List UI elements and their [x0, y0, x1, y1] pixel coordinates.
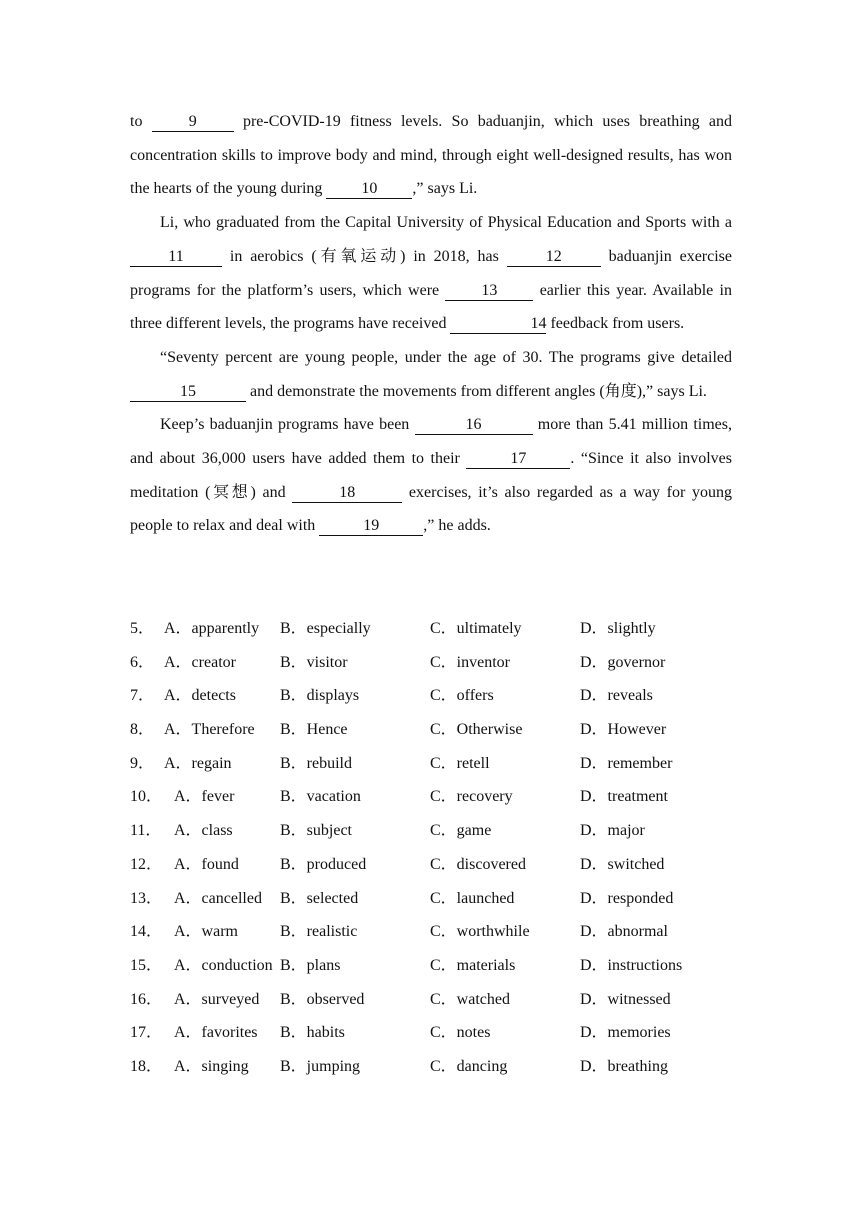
blank-13: 13 [445, 282, 533, 301]
option-c: C．inventor [430, 653, 510, 671]
question-number: 9． [130, 754, 155, 772]
option-c: C．worthwhile [430, 923, 530, 941]
option-d: D．governor [580, 653, 666, 671]
option-b: B．habits [280, 1024, 345, 1042]
option-d: D．remember [580, 754, 673, 772]
option-c: C．notes [430, 1024, 491, 1042]
question-number: 5． [130, 620, 155, 637]
option-d: D．abnormal [580, 923, 668, 941]
option-b: B．vacation [280, 788, 361, 806]
option-c: C．retell [430, 754, 490, 772]
option-a: A．creator [164, 653, 236, 671]
option-a: A．Therefore [164, 721, 255, 739]
question-row [130, 882, 750, 916]
option-d: D．treatment [580, 788, 668, 806]
option-d: D．memories [580, 1024, 671, 1042]
question-number: 7． [130, 687, 155, 705]
question-number: 18． [130, 1057, 163, 1075]
option-c: C．launched [430, 889, 515, 907]
question-row [130, 1016, 750, 1050]
option-a: A．warm [174, 923, 238, 941]
option-a: A．regain [164, 754, 232, 772]
option-a: A．singing [174, 1057, 249, 1075]
option-d: D．However [580, 721, 667, 739]
blank-10: 10 [326, 180, 412, 199]
option-b: B．subject [280, 822, 352, 840]
option-b: B．selected [280, 889, 359, 907]
option-c: C．materials [430, 956, 516, 974]
blank-16: 16 [415, 416, 533, 435]
question-row [130, 983, 750, 1017]
option-b: B．jumping [280, 1057, 361, 1075]
question-row [130, 646, 750, 680]
paragraph-1: to 9 pre-COVID-19 fitness levels. So baduanjin, which uses breathing and concentration skills to improve body and mind, through eight well-designed results, has won the hearts of the young during 10 ,” says Li. [130, 113, 732, 198]
question-number: 13． [130, 889, 163, 907]
question-row [130, 814, 750, 848]
blank-19: 19 [319, 517, 423, 536]
question-number: 15． [130, 956, 163, 974]
option-b: B．produced [280, 855, 367, 873]
paragraph-2: Li, who graduated from the Capital University of Physical Education and Sports with a 11 in aerobics (有氧运动) in 2018, has 12 baduanjin exercise programs for the platform’s users, which were 13 earlier this year. Available in three different levels, the programs have received 14 feedback from users. [130, 214, 733, 333]
question-row [130, 915, 750, 949]
option-b: B．especially [280, 620, 371, 637]
option-c: C．recovery [430, 788, 513, 806]
question-row [130, 780, 750, 814]
option-d: D．instructions [580, 956, 683, 974]
paragraph-4: Keep’s baduanjin programs have been 16 more than 5.41 million times, and about 36,000 users have added them to their 17 . “Since it also involves meditation (冥想) and 18 exercises, it’s also regarded as a way for young people to relax and deal with 19 ,” he adds. [130, 416, 733, 535]
option-c: C．ultimately [430, 620, 522, 637]
option-a: A．detects [164, 687, 236, 705]
blank-9: 9 [152, 113, 234, 132]
option-a: A．favorites [174, 1024, 258, 1042]
option-c: C．discovered [430, 855, 526, 873]
question-number: 14． [130, 923, 163, 941]
question-number: 6． [130, 653, 155, 671]
option-d: D．slightly [580, 620, 656, 637]
option-b: B．realistic [280, 923, 358, 941]
question-row [130, 1050, 750, 1084]
option-a: A．fever [174, 788, 235, 806]
option-c: C．Otherwise [430, 721, 523, 739]
option-b: B．visitor [280, 653, 348, 671]
answer-options [130, 612, 750, 1084]
question-number: 17． [130, 1024, 163, 1042]
question-row [130, 747, 750, 781]
blank-11: 11 [130, 248, 222, 267]
question-number: 11． [130, 822, 162, 840]
option-a: A．surveyed [174, 990, 260, 1008]
blank-18: 18 [292, 484, 402, 503]
option-d: D．witnessed [580, 990, 671, 1008]
option-d: D．major [580, 822, 645, 840]
blank-14: 14 [450, 315, 546, 334]
question-number: 10． [130, 788, 163, 806]
option-c: C．offers [430, 687, 494, 705]
blank-12: 12 [507, 248, 601, 267]
question-row [130, 679, 750, 713]
paragraph-3: “Seventy percent are young people, under the age of 30. The programs give detailed 15 and demonstrate the movements from different angles (角度),” says Li. [130, 341, 732, 408]
option-a: A．class [174, 822, 233, 840]
passage [130, 105, 732, 543]
question-row [130, 848, 750, 882]
option-b: B．plans [280, 956, 341, 974]
question-number: 8． [130, 721, 155, 739]
question-number: 16． [130, 990, 163, 1008]
option-d: D．breathing [580, 1057, 668, 1075]
question-row [130, 949, 750, 983]
option-d: D．switched [580, 855, 665, 873]
option-b: B．Hence [280, 721, 348, 739]
question-row [130, 713, 750, 747]
blank-15: 15 [130, 383, 246, 402]
option-d: D．reveals [580, 687, 653, 705]
blank-17: 17 [466, 450, 570, 469]
question-number: 12． [130, 855, 163, 873]
option-b: B．displays [280, 687, 360, 705]
option-b: B．observed [280, 990, 365, 1008]
question-row [130, 612, 750, 646]
option-c: C．dancing [430, 1057, 508, 1075]
option-a: A．found [174, 855, 239, 873]
option-c: C．game [430, 822, 492, 840]
option-c: C．watched [430, 990, 510, 1008]
option-b: B．rebuild [280, 754, 352, 772]
option-d: D．responded [580, 889, 674, 907]
option-a: A．cancelled [174, 889, 262, 907]
option-a: A．conduction [174, 956, 273, 974]
option-a: A．apparently [164, 620, 260, 637]
